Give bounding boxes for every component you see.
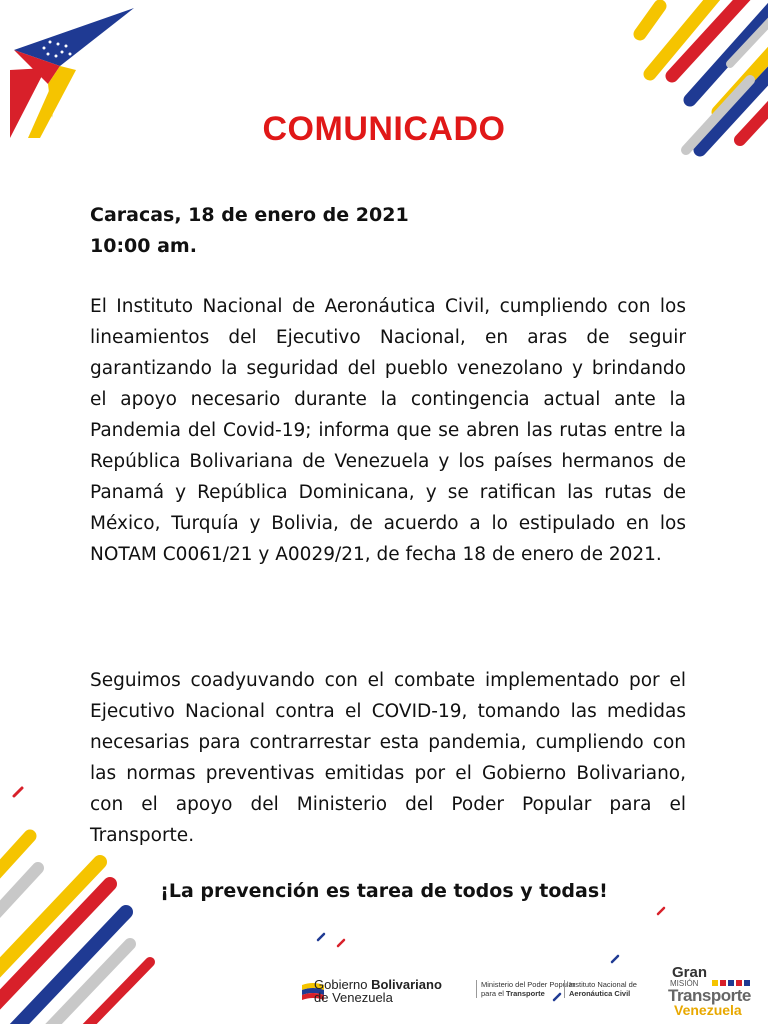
gobierno-bolivariano-logo [314, 978, 442, 1004]
gobierno-text: Gobierno [314, 977, 372, 992]
gm-mision-text: MISIÓN [670, 979, 699, 988]
gm-venezuela-text: Venezuela [674, 1002, 742, 1018]
ministerio-line-1: Ministerio del Poder Popular [481, 980, 576, 989]
gran-mision-transporte-logo [668, 964, 764, 1020]
inac-line-1: Instituto Nacional de [569, 980, 637, 989]
document-title: COMUNICADO [262, 110, 506, 148]
footer-logos [300, 976, 660, 1016]
closing-line: ¡La prevención es tarea de todos y todas! [160, 880, 608, 902]
de-venezuela-text: de Venezuela [314, 990, 393, 1005]
ministerio-line-2a: para el [481, 989, 507, 998]
inac-line-2: Aeronáutica Civil [569, 989, 631, 998]
date-block [90, 200, 690, 262]
date-line: Caracas, 18 de enero de 2021 [90, 204, 409, 226]
body-paragraph-1: El Instituto Nacional de Aeronáutica Civil, cumpliendo con los lineamientos del Ejecutivo Nacional, en aras de seguir garantizando la seguridad del pueblo venezolano y brindando el apoyo necesario durante la contingencia actual ante la Pandemia del Covid-19; informa que se abren las rutas entre la República Bolivariana de Venezuela y los países hermanos de Panamá y República Dominicana, y se ratifican las rutas de México, Turquía y Bolivia, de acuerdo a lo estipulado en los NOTAM C0061/21 y A0029/21, de fecha 18 de enero de 2021. [90, 296, 686, 565]
ministerio-line-2b: Transporte [506, 989, 545, 998]
ministerio-logo [476, 980, 575, 998]
inac-footer-logo [564, 980, 637, 998]
time-line: 10:00 am. [90, 235, 197, 257]
gm-transporte-text: Transporte [668, 986, 751, 1005]
bolivariano-text: Bolivariano [371, 977, 442, 992]
gm-gran-text: Gran [672, 964, 708, 981]
body-paragraph-2: Seguimos coadyuvando con el combate implementado por el Ejecutivo Nacional contra el COVID-19, tomando las medidas necesarias para contrarrestar esta pandemia, cumpliendo con las normas preventivas emitidas por el Gobierno Bolivariano, con el apoyo del Ministerio del Poder Popular para el Transporte. [90, 670, 686, 846]
